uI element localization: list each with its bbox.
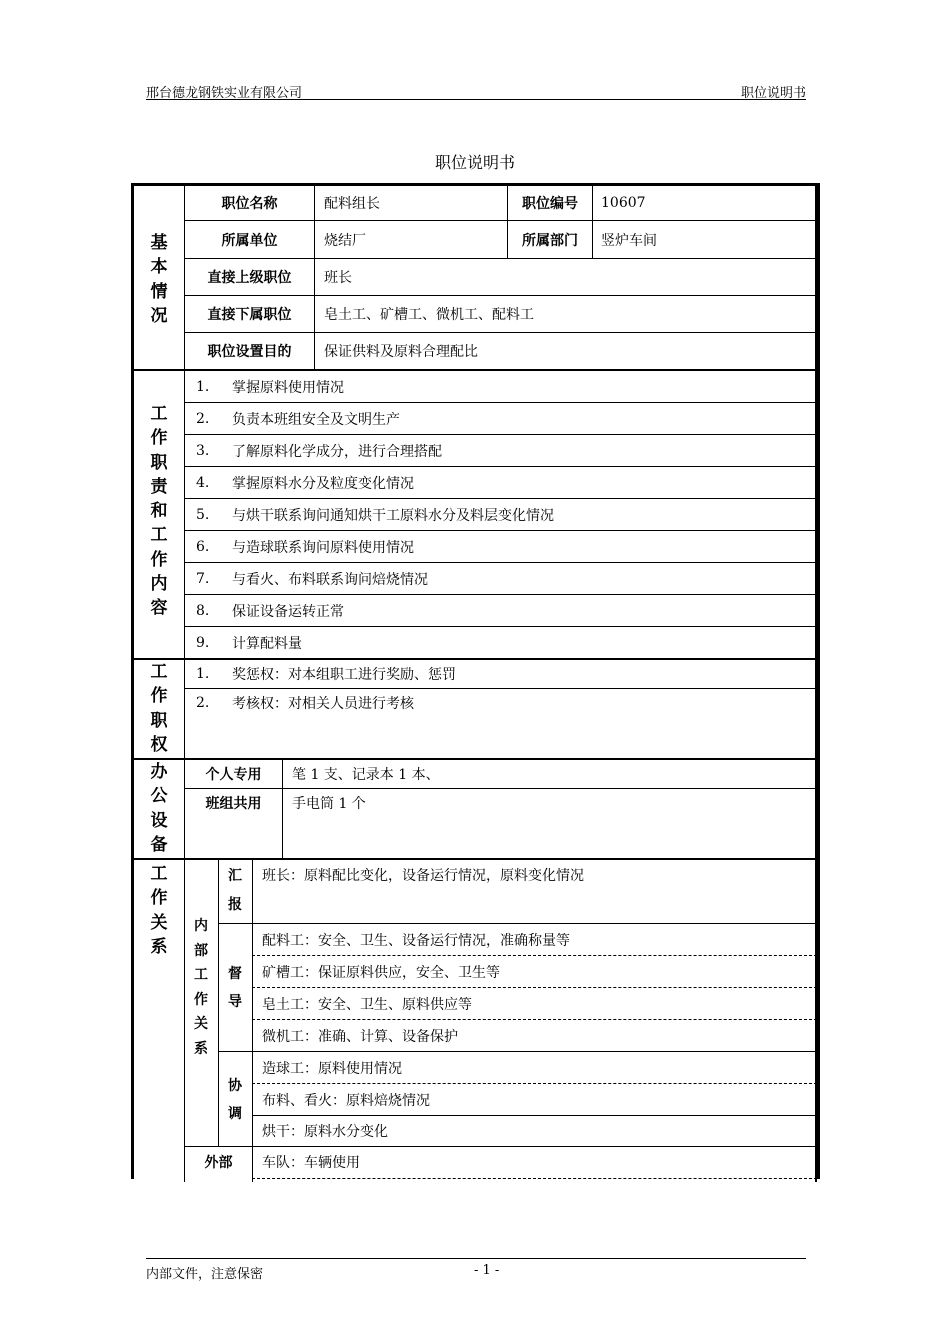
- page-title: 职位说明书: [434, 153, 515, 172]
- position-name-label: 职位名称: [221, 196, 278, 212]
- purpose-label: 职位设置目的: [207, 344, 292, 360]
- dept-label: 所属部门: [522, 232, 578, 249]
- coordinate-item: 烘干：原料水分变化: [262, 1124, 388, 1140]
- internal-relations-label: 内部工作关系: [194, 918, 208, 1057]
- superior-value: 班长: [324, 270, 352, 286]
- dept-value: 竖炉车间: [601, 232, 657, 249]
- duty-item: 1. 掌握原料使用情况: [196, 378, 344, 396]
- superior-label: 直接上级职位: [207, 270, 292, 286]
- supervise-label: 督导: [228, 966, 242, 1010]
- duty-item: 4. 掌握原料水分及粒度变化情况: [196, 474, 414, 492]
- purpose-value: 保证供料及原料合理配比: [324, 344, 478, 360]
- position-code-value: 10607: [601, 195, 646, 211]
- equipment-shared-value: 手电筒 1 个: [292, 796, 366, 812]
- equipment-personal-label: 个人专用: [205, 767, 262, 783]
- duty-item: 5. 与烘干联系询问通知烘干工原料水分及料层变化情况: [196, 506, 554, 524]
- subordinate-value: 皂土工、矿槽工、微机工、配料工: [324, 307, 534, 323]
- coordinate-item: 布料、看火：原料焙烧情况: [262, 1092, 430, 1109]
- duty-item: 7. 与看火、布料联系询问焙烧情况: [196, 570, 428, 588]
- external-relations-label: 外部: [204, 1155, 233, 1171]
- authority-item: 2. 考核权：对相关人员进行考核: [196, 695, 414, 712]
- company-name: 邢台德龙钢铁实业有限公司: [146, 86, 303, 101]
- section-equipment-label: 办公设备: [150, 762, 168, 855]
- section-duties-label: 工作职责和工作内容: [150, 404, 168, 619]
- subordinate-label: 直接下属职位: [207, 307, 292, 323]
- duty-item: 8. 保证设备运转正常: [196, 602, 344, 620]
- header-doc-type: 职位说明书: [740, 86, 806, 101]
- position-code-label: 职位编号: [522, 196, 578, 212]
- confidential-note: 内部文件，注意保密: [146, 1267, 264, 1282]
- duty-item: 9. 计算配料量: [196, 634, 302, 652]
- duty-item: 6. 与造球联系询问原料使用情况: [196, 538, 414, 556]
- report-label: 汇报: [228, 868, 242, 913]
- supervise-item: 皂土工：安全、卫生、原料供应等: [262, 996, 472, 1013]
- external-relations-value: 车队：车辆使用: [262, 1155, 360, 1171]
- page-number: - 1 -: [474, 1263, 500, 1278]
- page-header: [146, 82, 806, 100]
- authority-item: 1. 奖惩权：对本组职工进行奖励、惩罚: [196, 666, 456, 683]
- supervise-item: 矿槽工：保证原料供应，安全、卫生等: [262, 964, 500, 981]
- page-footer: [146, 1258, 806, 1280]
- unit-value: 烧结厂: [324, 232, 366, 249]
- unit-label: 所属单位: [221, 232, 278, 249]
- coordinate-item: 造球工：原料使用情况: [262, 1060, 402, 1077]
- section-relations-label: 工作关系: [150, 864, 168, 957]
- job-description-table: [131, 183, 820, 1179]
- duty-item: 2. 负责本班组安全及文明生产: [196, 410, 400, 428]
- section-basic-label: 基本情况: [150, 233, 168, 326]
- supervise-item: 微机工：准确、计算、设备保护: [262, 1028, 458, 1045]
- supervise-item: 配料工：安全、卫生、设备运行情况，准确称量等: [262, 932, 570, 949]
- position-name-value: 配料组长: [324, 196, 380, 212]
- coordinate-label: 协调: [228, 1078, 242, 1122]
- section-authority-label: 工作职权: [150, 662, 168, 755]
- equipment-personal-value: 笔 1 支、记录本 1 本、: [292, 767, 440, 783]
- duty-item: 3. 了解原料化学成分，进行合理搭配: [196, 442, 442, 460]
- report-value: 班长：原料配比变化，设备运行情况，原料变化情况: [262, 868, 584, 884]
- equipment-shared-label: 班组共用: [205, 796, 262, 812]
